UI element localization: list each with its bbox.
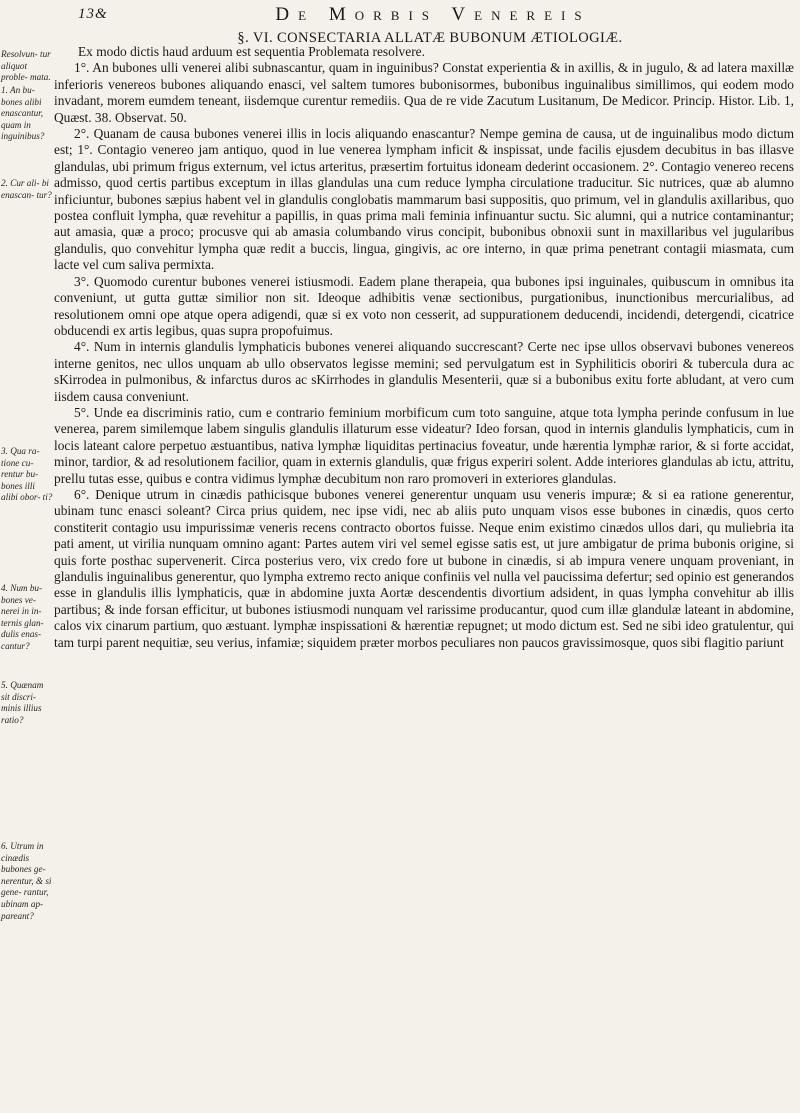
page-number: 13& [78,6,108,22]
body-text [54,44,794,651]
page-header [78,4,718,28]
paragraph-3: 3°. Quomodo curentur bubones venerei istiusmodi. Eadem plane therapeia, qua bubones ipsi inguinales, quibuscum in omnibus ita conveniunt, ut gutta guttæ similior non sit. Ideoque adhibitis venæ sectionibus, purgationibus, inunctionibus mercurialibus, ad resolutionem omni ope atque opera adigendi, quæ si ex voto non cesserit, ad suppurationem deducendi, incidendi, detergendi, cicatrice obducendi ex artis legibus, quas supra propofuimus. [54,273,794,338]
paragraph-4: 4°. Num in internis glandulis lymphaticis bubones venerei aliquando succrescant? Certe nec ipse ullos observavi bubones venereos interne genitos, nec ullos unquam ab ullo observatos legisse memini; sed pervulgatum est in Syphiliticis oboriri & tubercula dura ac sKirrodea in pulmonibus, & infarctus duros ac sKirrhodes in glandulis Mesenterii, quæ si a bubonibus exitu forte abludant, at vero cum iisdem causa conveniunt. [54,339,794,404]
paragraph-2: 2°. Quanam de causa bubones venerei illis in locis aliquando enascantur? Nempe gemina de causa, ut de inguinalibus modo dictum est; 1°. Contagio venereo jam antiquo, quod in lue venerea lympham inficit & inspissat, unde facilis ejusdem decubitus in bas illasve glandulas, ubi primum frigus externum, vel ictus arteritus, præsertim fortuitus idoneam dederint occasionem. 2°. Contagio venereo recens admisso, quod certis partibus exceptum in illas glandulas una cum reduce lympha circulatione traducitur. Sic nutrices, quæ ab alumno inficiuntur, bubones sæpius habent vel in glandulis conglobatis mammarum basi suppositis, quo primum, vel in glandulis axillaribus, quo postea confluit lympha, quæ revehitur a papillis, in quas prima mali feminia infinuantur suctu. Sic alumni, qui a nutrice contaminantur; aut amasia, quæ a proco; procusve qui ab amasia columbando virus concipit, bubonibus obnoxii sunt in maxillaribus vel jugularibus glandulis, quo convehitur lympha quæ redit a buccis, lingua, gingivis, ac ore interno, in quæ prima penetrant contagii miasmata, cum lacte vel cum saliva permixta. [54,126,794,273]
margin-note-4: 4. Num bu- bones ve- nerei in in- ternis glan- dulis enas- cantur? [1,583,44,651]
margin-note-1: 1. An bu- bones alibi enascantur, quam in inguinibus? [1,85,45,142]
margin-notes [0,0,52,1113]
margin-note-3: 3. Qua ra- tione cu- rentur bu- bones illi alibi obor- ti? [1,446,53,503]
running-title: De Morbis Venereis [275,4,591,25]
margin-note-5: 5. Quænam sit discri- minis illius ratio? [1,680,44,725]
section-title: §. VI. CONSECTARIA ALLATÆ BUBONUM ÆTIOLOGIÆ. [237,30,623,46]
paragraph-6: 6°. Denique utrum in cinædis pathicisque bubones venerei generentur unquam usu veneris impuræ; & si ea ratione generentur, ubinam tunc enasci soleant? Circa prius quidem, nec ipse vidi, nec ab aliis puto unquam visos esse bubones in cinædis, quos certo constiterit contagio usu impurissimæ veneris recens contracto obortos fuisse. Neque enim existimo cinædos ullos dari, qu muliebria ita pati ament, ut virilia nunquam omnino agant: Partes autem viri vel semel egisse satis est, ut jure ambigatur de prima bubonis origine, si quis forte posthac supervenerit. Circa posterius vero, vix credo fore ut bubone in cinædis, si ab impura venere unquam proveniant, in glandulis inguinalibus generentur, quo lympha extremo recto anique confiniis vel nulla vel paucissima defertur; sed opinio est generandos esse in glandulis illis lymphaticis, quæ in abdomine juxta Aortæ descendentis divortium adsident, in quas lympha convehitur ab illis partibus; & inde forsan efficitur, ut bubones istiusmodi nunquam vel rarissime producantur, quod cum illæ glandulæ lateant in abdomine, calos vix cinarum partium, quo æstuant. lymphæ inspissationi & hærentiæ repugnet; ut modo dictum est. Sed ne sibi ideo gratulentur, qui tam turpi parent nequitiæ, seu verius, infamiæ; siquidem præter morbos peculiares non paucos gravissimosque, quos sibi flagitio pariunt [54,486,794,650]
margin-note-resolvuntur: Resolvun- tur aliquot proble- mata. [1,49,51,83]
margin-note-2: 2. Cur ali- bi enascan- tur? [1,178,52,200]
paragraph-5: 5°. Unde ea discriminis ratio, cum e contrario feminium morbificum cum toto sanguine, atque tota lympha perinde confusum in lue venerea, parem similemque labem singulis glandulis illaturum esse videatur? Ideo forsan, quod in internis glandulis lymphaticis, cum in locis lateant calore perpetuo æstuantibus, nativa lymphæ liquiditas pertinacius foveatur, unde hærentia lymphæ rarior, & si forte accidat, minor, tardior, & ad resolutionem facilior, quam in externis glandulis, quæ frigus experiri solent. Adde interiores glandulas ab ictu, attritu, prellu tutas esse, quibus e contra vidimus lymphæ decubitum non raro promoveri in exteriores glandulas. [54,404,794,486]
paragraph-intro: Ex modo dictis haud arduum est sequentia Problemata resolvere. [78,44,425,59]
margin-note-6: 6. Utrum in cinædis bubones ge- nerentur, & si gene- rantur, ubinam ap- pareant? [1,841,52,921]
paragraph-1: 1°. An bubones ulli venerei alibi subnascantur, quam in inguinibus? Constat experientia & in axillis, & in jugulo, & ad latera maxillæ inferioris venereos bubones aliquando enasci, vel saltem tumores bubonisormes, bubonibus inguinalibus simillimos, qui eodem modo invadant, morem eumdem teneant, iisdemque curentur remediis. Qua de re vide Zacutum Lusitanum, De Medicor. Princip. Histor. Lib. 1, Quæst. 38. Observat. 50. [54,60,794,125]
